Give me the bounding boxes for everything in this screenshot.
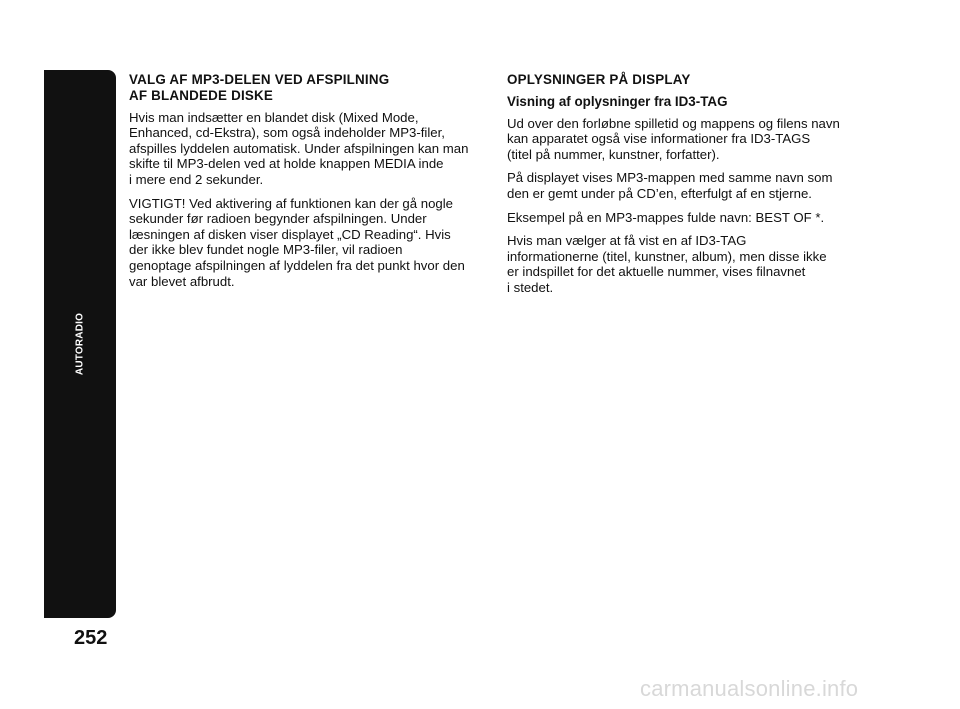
left-heading: VALG AF MP3-DELEN VED AFSPILNING AF BLANDEDE DISKE — [129, 72, 390, 103]
right-heading: OPLYSNINGER PÅ DISPLAY — [507, 72, 691, 87]
left-paragraph-2: VIGTIGT! Ved aktivering af funktionen kan der gå nogle sekunder før radioen begynder afspilningen. Under læsningen af disken viser displayet „CD Reading“. Hvis der ikke blev fundet nogle MP3-filer, vil radioen genoptage afspilningen af lyddelen fra det punkt hvor den var blevet afbrudt. — [129, 195, 465, 289]
page-number: 252 — [74, 627, 108, 649]
right-column — [507, 72, 863, 304]
right-paragraph-4: Hvis man vælger at få vist en af ID3-TAG informationerne (titel, kunstner, album), men disse ikke er indspillet for det aktuelle nummer, vises filnavnet i stedet. — [507, 233, 827, 295]
right-subheading: Visning af oplysninger fra ID3-TAG — [507, 93, 728, 109]
left-column — [129, 72, 485, 297]
left-paragraph-1: Hvis man indsætter en blandet disk (Mixed Mode, Enhanced, cd-Ekstra), som også indeholder MP3-filer, afspilles lyddelen automatisk. Under afspilningen kan man skifte til MP3-delen ved at holde knappen MEDIA inde i mere end 2 sekunder. — [129, 109, 469, 187]
section-label: AUTORADIO — [74, 312, 86, 376]
watermark-text: carmanualsonline.info — [640, 676, 859, 701]
right-paragraph-3: Eksempel på en MP3-mappes fulde navn: BEST OF *. — [507, 209, 825, 225]
right-paragraph-2: På displayet vises MP3-mappen med samme navn som den er gemt under på CD’en, efterfulgt af en stjerne. — [507, 170, 833, 201]
right-paragraph-1: Ud over den forløbne spilletid og mappens og filens navn kan apparatet også vise informationer fra ID3-TAGS (titel på nummer, kunstner, forfatter). — [507, 115, 840, 162]
